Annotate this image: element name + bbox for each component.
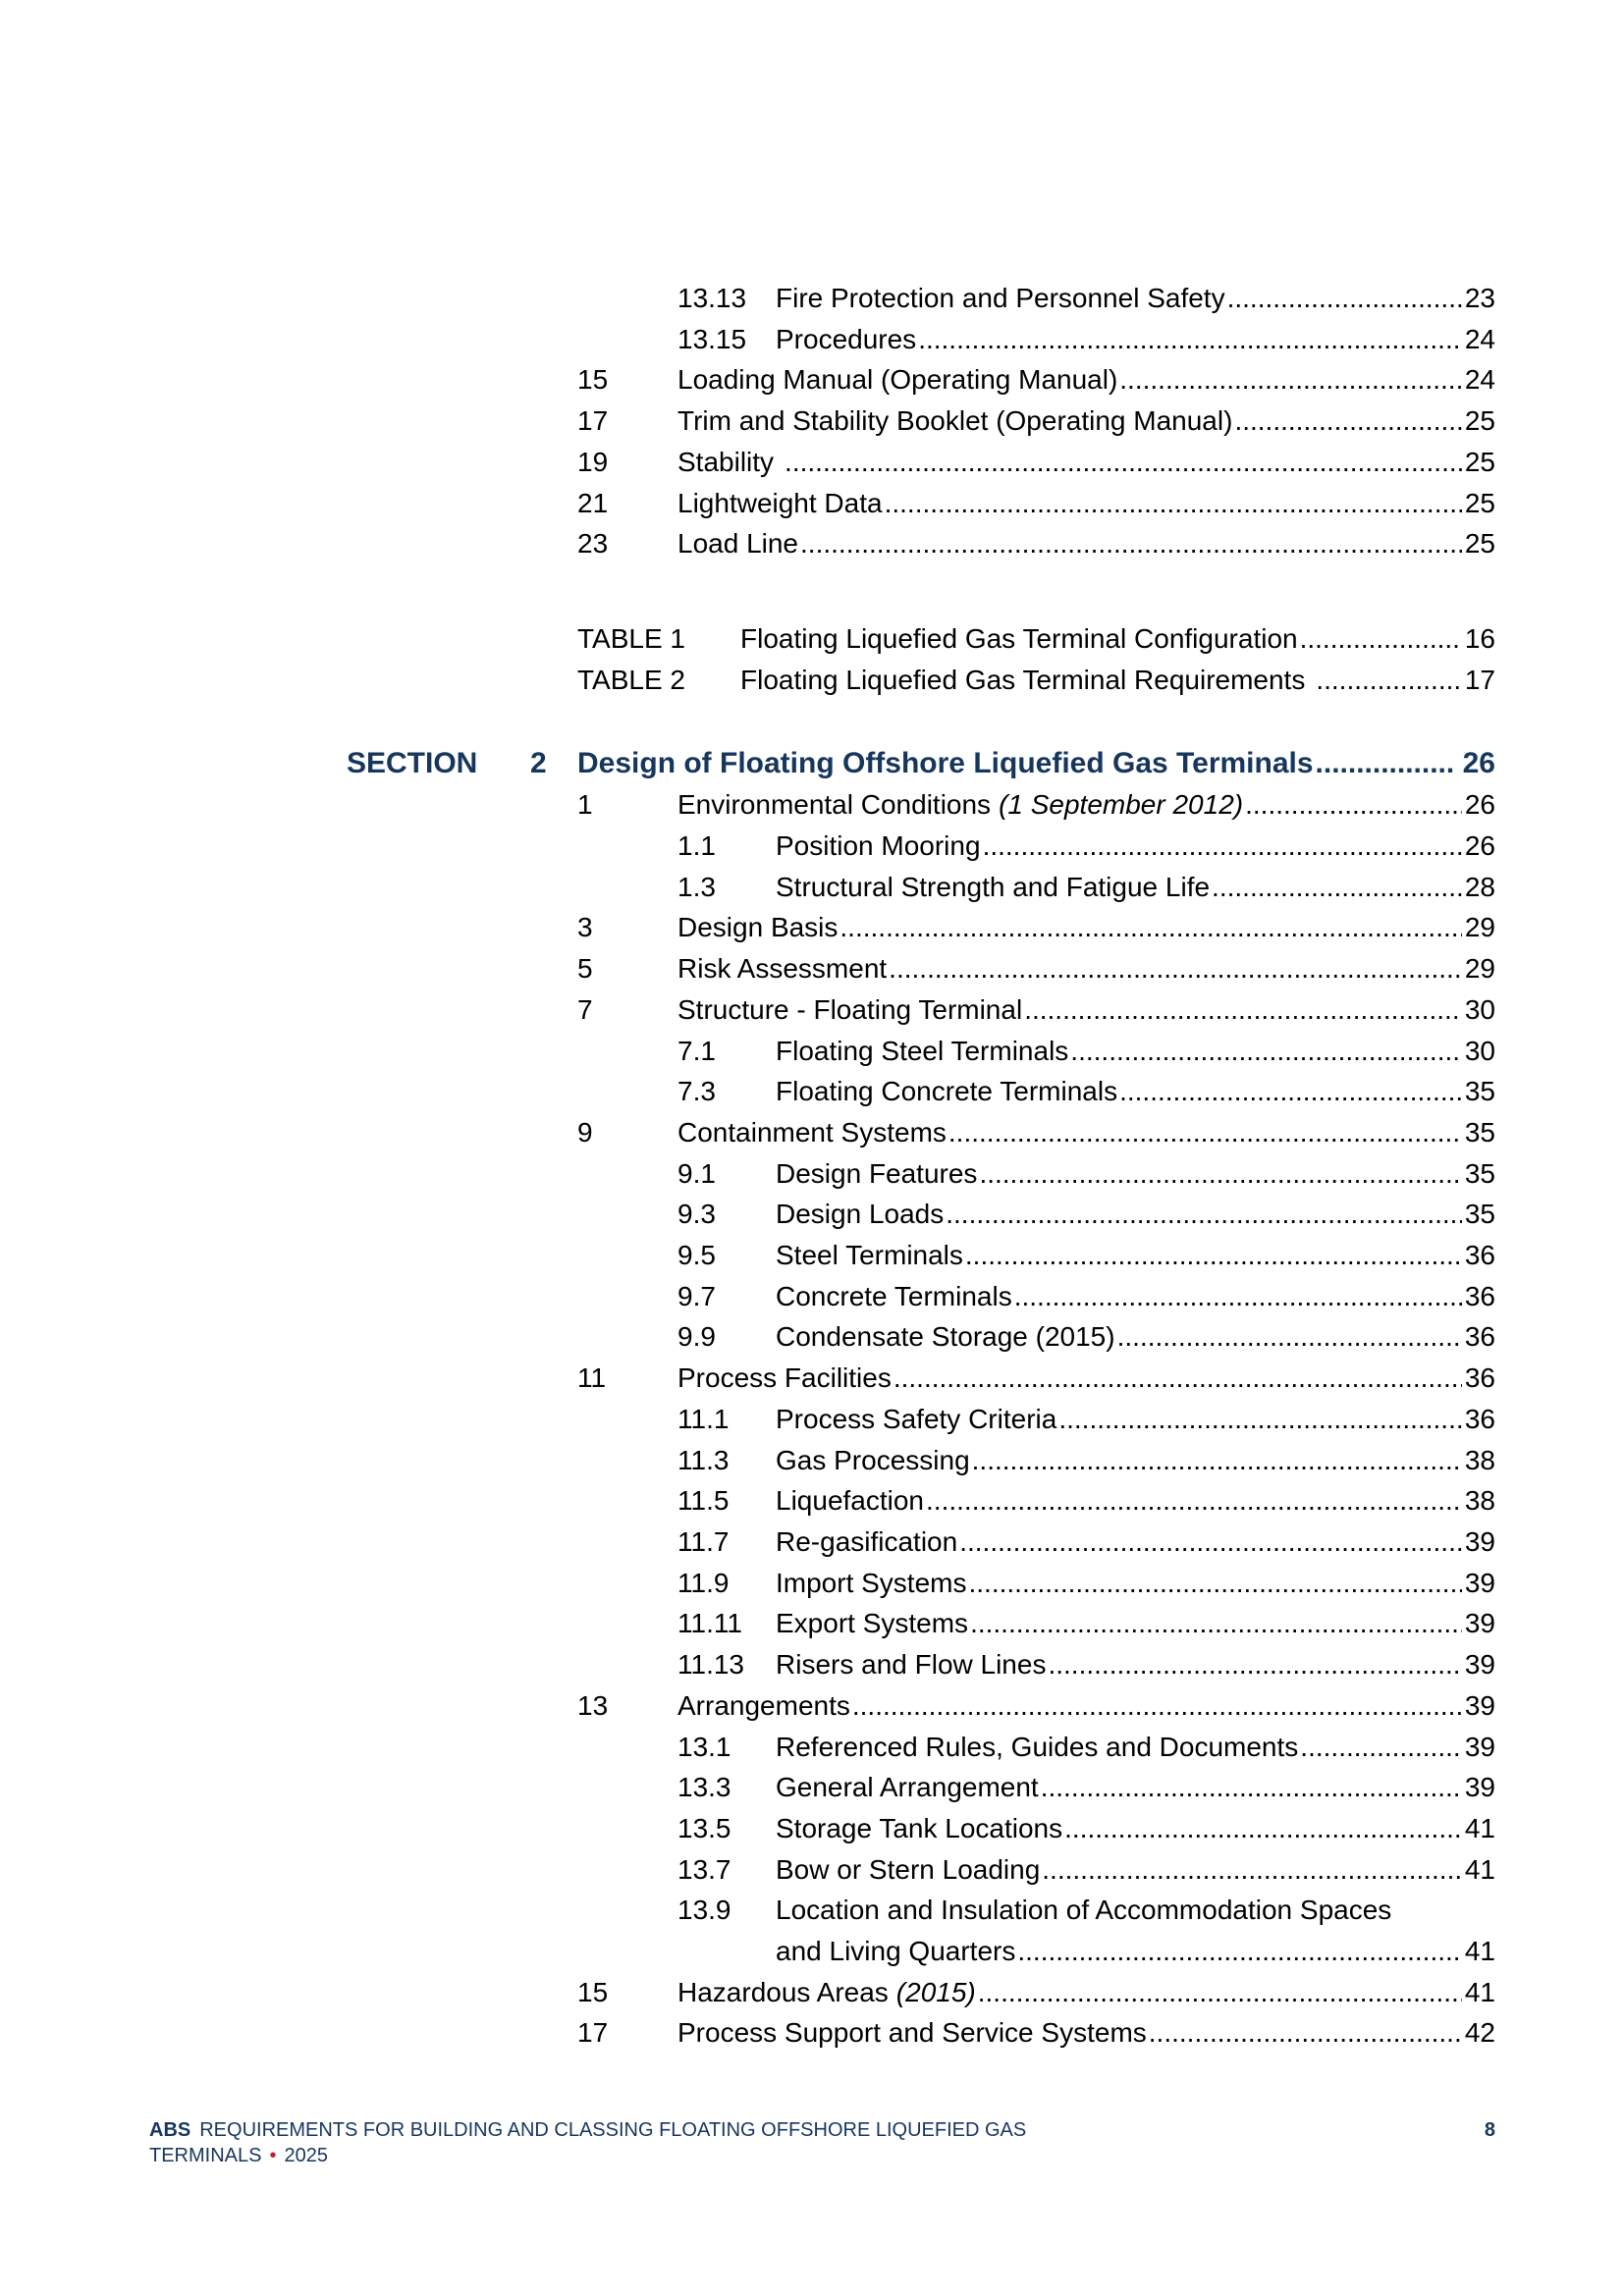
toc-entry[interactable] — [577, 1031, 1495, 1072]
toc-entry-title: Referenced Rules, Guides and Documents — [776, 1731, 1299, 1762]
toc-entry[interactable] — [577, 948, 1495, 989]
toc-entry-title: Import Systems — [776, 1567, 967, 1598]
toc-entry-text — [677, 523, 1495, 564]
toc-entry-title: Risers and Flow Lines — [776, 1649, 1047, 1681]
toc-entry-text — [776, 1440, 1495, 1481]
toc-entry[interactable] — [577, 1480, 1495, 1522]
toc-entry-number: 17 — [577, 405, 609, 437]
dot-leader — [1024, 989, 1462, 1031]
toc-entry[interactable] — [577, 359, 1495, 400]
toc-entry-page: 16 — [1464, 622, 1495, 654]
toc-entry-page: 35 — [1464, 1199, 1495, 1230]
toc-continued-list — [577, 278, 1495, 564]
toc-entry-text — [776, 319, 1495, 360]
toc-entry-text — [776, 867, 1495, 908]
toc-entry-title: Design Features — [776, 1157, 978, 1189]
toc-entry-number: 11.7 — [677, 1525, 730, 1557]
toc-entry[interactable] — [577, 1890, 1495, 1971]
dot-leader — [800, 523, 1462, 564]
dot-leader — [1316, 660, 1462, 701]
toc-entry-page: 42 — [1464, 2017, 1495, 2049]
toc-entry-text — [776, 1808, 1495, 1849]
toc-entry-text — [740, 660, 1495, 701]
toc-entry-text — [677, 948, 1495, 989]
toc-entry-text — [776, 278, 1495, 319]
toc-entry-page: 41 — [1464, 1812, 1495, 1843]
toc-entry-page: 25 — [1464, 446, 1495, 477]
toc-entry[interactable] — [577, 907, 1495, 948]
toc-entry-number: 9.9 — [677, 1321, 716, 1353]
toc-entry-text — [776, 1849, 1495, 1891]
toc-entry-number: 13.13 — [677, 283, 747, 313]
toc-entry-page: 26 — [1464, 830, 1495, 862]
footer-text — [149, 2117, 1485, 2168]
toc-entry-text — [677, 1685, 1495, 1727]
toc-entry-number: 21 — [577, 487, 609, 518]
toc-entry-page: 30 — [1464, 1035, 1495, 1066]
toc-entry-number: 7 — [577, 993, 593, 1025]
page-footer — [149, 2117, 1495, 2168]
toc-entry-title: Storage Tank Locations — [776, 1812, 1063, 1843]
toc-entry-text — [677, 2012, 1495, 2054]
toc-entry-title: Bow or Stern Loading — [776, 1853, 1041, 1885]
toc-entry-title: Hazardous Areas — [677, 1976, 889, 2007]
toc-entry-title: Concrete Terminals — [776, 1280, 1012, 1311]
toc-entry-page: 24 — [1464, 323, 1495, 354]
toc-entry[interactable] — [577, 400, 1495, 442]
table-entry[interactable] — [577, 618, 1495, 660]
dot-leader — [1227, 278, 1462, 319]
toc-entry-page: 36 — [1464, 1321, 1495, 1353]
toc-entry-text — [677, 1112, 1495, 1153]
toc-entry-number: 15 — [577, 364, 609, 396]
toc-entry-page: 30 — [1464, 993, 1495, 1025]
toc-entry-page: 41 — [1464, 1976, 1495, 2007]
toc-entry-title: General Arrangement — [776, 1772, 1039, 1803]
toc-entry-number: 9.1 — [677, 1157, 716, 1189]
toc-entry-text — [776, 1399, 1495, 1440]
toc-entry-title: Lightweight Data — [677, 487, 883, 518]
toc-entry-text — [776, 1276, 1495, 1317]
toc-entry-title: Re-gasification — [776, 1525, 958, 1557]
toc-entry-number: 13.15 — [677, 323, 747, 354]
table-entry-label: TABLE 1 — [577, 622, 685, 654]
toc-entry-number: 13.5 — [677, 1812, 731, 1843]
toc-entry-title: Risk Assessment — [677, 953, 888, 985]
dot-leader — [948, 1112, 1462, 1153]
toc-entry-title: Loading Manual (Operating Manual) — [677, 364, 1118, 396]
dot-leader — [1014, 1276, 1462, 1317]
toc-entry[interactable] — [577, 826, 1495, 867]
toc-tables-list — [577, 618, 1495, 700]
toc-entry[interactable] — [577, 1399, 1495, 1440]
section-heading[interactable] — [347, 743, 1495, 784]
toc-entry-number: 11.9 — [677, 1567, 730, 1598]
toc-entry-page: 25 — [1464, 405, 1495, 437]
toc-entry-page: 24 — [1464, 364, 1495, 396]
toc-entry[interactable] — [577, 1644, 1495, 1685]
toc-entry-page: 41 — [1464, 1853, 1495, 1885]
toc-entry-number: 1.3 — [677, 871, 716, 902]
toc-entry-text — [677, 1972, 1495, 2013]
toc-entry-title: Environmental Conditions — [677, 789, 992, 821]
dot-leader — [889, 948, 1462, 989]
toc-entry-text — [677, 989, 1495, 1031]
dot-leader — [1042, 1849, 1462, 1891]
toc-entry-page: 29 — [1464, 912, 1495, 943]
toc-entry-page: 39 — [1464, 1689, 1495, 1721]
toc-entry-number: 5 — [577, 953, 593, 985]
toc-entry-page: 39 — [1464, 1731, 1495, 1762]
toc-entry-text — [776, 1890, 1495, 1971]
toc-entry-text — [776, 1153, 1495, 1195]
dot-leader — [1149, 2012, 1462, 2054]
toc-entry-text — [776, 1563, 1495, 1604]
toc-entry-text — [776, 1194, 1495, 1235]
toc-entry-number: 13 — [577, 1689, 609, 1721]
footer-brand: ABS — [149, 2119, 191, 2141]
toc-entry-title: Condensate Storage (2015) — [776, 1321, 1115, 1353]
toc-entry-text — [677, 483, 1495, 524]
toc-entry-text — [776, 1767, 1495, 1808]
toc-entry-number: 13.7 — [677, 1853, 731, 1885]
toc-entry-text — [740, 618, 1495, 660]
toc-entry-title: Steel Terminals — [776, 1240, 963, 1271]
dot-leader — [1245, 784, 1462, 826]
toc-entry-page: 29 — [1464, 953, 1495, 985]
toc-entry-title: Process Support and Service Systems — [677, 2017, 1147, 2049]
toc-entry-number: 11.1 — [677, 1403, 730, 1434]
toc-entry-text — [776, 1603, 1495, 1644]
dot-leader — [918, 319, 1462, 360]
toc-entry-title: Floating Liquefied Gas Terminal Requirements — [740, 664, 1306, 695]
toc-entry[interactable] — [577, 1563, 1495, 1604]
dot-leader — [1212, 867, 1462, 908]
toc-entry-title: Procedures — [776, 323, 917, 354]
toc-entry-page: 38 — [1464, 1485, 1495, 1517]
dot-leader — [1064, 1808, 1462, 1849]
dot-leader — [978, 1972, 1462, 2013]
dot-leader — [983, 826, 1462, 867]
toc-entry-title: Position Mooring — [776, 830, 981, 862]
footer-title-part1: REQUIREMENTS FOR BUILDING AND CLASSING FLOATING OFFSHORE LIQUEFIED GAS — [199, 2119, 1027, 2141]
toc-entry-title: Floating Steel Terminals — [776, 1035, 1069, 1066]
toc-entry-title: Trim and Stability Booklet (Operating Manual) — [677, 405, 1233, 437]
dot-leader — [1234, 400, 1461, 442]
toc-entry-title-continued: and Living Quarters — [776, 1936, 1016, 1967]
footer-year: 2025 — [284, 2145, 328, 2166]
toc-entry[interactable] — [577, 1071, 1495, 1112]
toc-entry-page: 35 — [1464, 1116, 1495, 1148]
toc-entry-number: 3 — [577, 912, 593, 943]
dot-leader — [965, 1235, 1462, 1276]
toc-entry[interactable] — [577, 1972, 1495, 2013]
toc-entry-number: 13.9 — [677, 1895, 731, 1926]
toc-entry-title: Load Line — [677, 528, 799, 560]
toc-entry-page: 23 — [1464, 283, 1495, 313]
toc-entry-title: Design Loads — [776, 1199, 945, 1230]
toc-entry-number: 11.13 — [677, 1649, 744, 1681]
toc-entry-text — [677, 1358, 1495, 1399]
toc-entry[interactable] — [577, 1685, 1495, 1727]
toc-entry-number: 13.1 — [677, 1731, 731, 1762]
toc-entry[interactable] — [577, 1235, 1495, 1276]
toc-entry-title: Process Facilities — [677, 1362, 892, 1394]
dot-leader — [1119, 359, 1462, 400]
toc-entry-number: 11.3 — [677, 1444, 730, 1475]
toc-entry-title: Arrangements — [677, 1689, 850, 1721]
toc-entry[interactable] — [577, 278, 1495, 319]
toc-entry-number: 7.1 — [677, 1035, 716, 1066]
dot-leader — [1119, 1071, 1462, 1112]
dot-leader — [785, 442, 1462, 483]
section-heading-entry — [577, 743, 1495, 784]
dot-leader — [959, 1522, 1462, 1563]
dot-leader — [1058, 1399, 1462, 1440]
toc-entry-page: 39 — [1464, 1772, 1495, 1803]
toc-entry-title: Design Basis — [677, 912, 839, 943]
dot-leader — [1070, 1031, 1462, 1072]
toc-entry-number: 23 — [577, 528, 609, 560]
toc-entry-number: 9.3 — [677, 1199, 716, 1230]
toc-entry[interactable] — [577, 483, 1495, 524]
toc-entry-title: Location and Insulation of Accommodation Spaces — [776, 1895, 1392, 1926]
toc-entry-title: Structural Strength and Fatigue Life — [776, 871, 1211, 902]
toc-entry-number: 9.5 — [677, 1240, 716, 1271]
toc-entry-title: Floating Concrete Terminals — [776, 1076, 1118, 1107]
toc-entry-title: Fire Protection and Personnel Safety — [776, 283, 1225, 313]
dot-leader — [970, 1603, 1462, 1644]
toc-entry-text — [677, 442, 1495, 483]
toc-entry[interactable] — [577, 784, 1495, 826]
toc-entry-title-italic: (2015) — [895, 1976, 976, 2007]
toc-entry-text — [776, 1071, 1495, 1112]
toc-entry[interactable] — [577, 1603, 1495, 1644]
toc-section2-list — [577, 784, 1495, 2054]
toc-entry-number: 11.11 — [677, 1608, 742, 1639]
toc-entry-number: 9.7 — [677, 1280, 716, 1311]
toc-entry-title-italic: (1 September 2012) — [999, 789, 1244, 821]
section-page-number: 26 — [1462, 747, 1495, 780]
toc-entry-title: Export Systems — [776, 1608, 969, 1639]
dot-leader — [893, 1358, 1462, 1399]
toc-entry-page: 35 — [1464, 1076, 1495, 1107]
toc-entry-text — [776, 1522, 1495, 1563]
toc-entry-page: 39 — [1464, 1525, 1495, 1557]
toc-entry-text — [677, 359, 1495, 400]
toc-entry[interactable] — [577, 1276, 1495, 1317]
dot-leader — [1117, 1316, 1462, 1358]
toc-entry[interactable] — [577, 319, 1495, 360]
footer-title-part2: TERMINALS — [149, 2145, 262, 2166]
toc-entry-text — [776, 1316, 1495, 1358]
dot-leader — [1316, 743, 1453, 784]
toc-entry-page: 17 — [1464, 664, 1495, 695]
toc-entry[interactable] — [577, 1849, 1495, 1891]
toc-entry-number: 1.1 — [677, 830, 716, 862]
toc-entry-page: 38 — [1464, 1444, 1495, 1475]
toc-entry[interactable] — [577, 1808, 1495, 1849]
toc-entry[interactable] — [577, 989, 1495, 1031]
toc-entry[interactable] — [577, 1316, 1495, 1358]
toc-entry-text — [776, 1235, 1495, 1276]
dot-leader — [1300, 618, 1462, 660]
toc-entry-page: 35 — [1464, 1157, 1495, 1189]
toc-entry-title: Floating Liquefied Gas Terminal Configuration — [740, 622, 1298, 654]
toc-entry[interactable] — [577, 1358, 1495, 1399]
toc-entry[interactable] — [577, 1112, 1495, 1153]
toc-entry[interactable] — [577, 523, 1495, 564]
toc-entry-title: Containment Systems — [677, 1116, 947, 1148]
footer-line1 — [149, 2117, 1485, 2143]
toc-entry[interactable] — [577, 867, 1495, 908]
toc-entry[interactable] — [577, 1440, 1495, 1481]
toc-entry-number: 13.3 — [677, 1772, 731, 1803]
toc-entry[interactable] — [577, 1727, 1495, 1768]
toc-entry-page: 39 — [1464, 1649, 1495, 1681]
toc-entry-title: Process Safety Criteria — [776, 1403, 1057, 1434]
dot-leader — [885, 483, 1462, 524]
toc-entry-page: 25 — [1464, 487, 1495, 518]
dot-leader — [926, 1480, 1462, 1522]
toc-entry-number: 11.5 — [677, 1485, 730, 1517]
toc-entry[interactable] — [577, 1522, 1495, 1563]
toc-entry-page: 28 — [1464, 871, 1495, 902]
toc-entry-number: 17 — [577, 2017, 609, 2049]
bullet-separator-icon: • — [269, 2145, 277, 2166]
toc-entry-page: 36 — [1464, 1403, 1495, 1434]
toc-entry-text — [677, 400, 1495, 442]
dot-leader — [1041, 1767, 1462, 1808]
dot-leader — [839, 907, 1461, 948]
toc-entry-number: 9 — [577, 1116, 593, 1148]
toc-entry-page: 41 — [1464, 1936, 1495, 1967]
dot-leader — [1300, 1727, 1462, 1768]
toc-entry[interactable] — [577, 1153, 1495, 1195]
dot-leader — [946, 1194, 1462, 1235]
toc-entry-text — [776, 1727, 1495, 1768]
toc-entry-title: Liquefaction — [776, 1485, 925, 1517]
footer-page-number: 8 — [1484, 2119, 1495, 2141]
toc-entry[interactable] — [577, 1194, 1495, 1235]
toc-entry-page: 39 — [1464, 1567, 1495, 1598]
toc-entry-page: 26 — [1464, 789, 1495, 821]
toc-entry-page: 36 — [1464, 1362, 1495, 1394]
section-label: SECTION — [347, 747, 478, 780]
toc-entry-page: 39 — [1464, 1608, 1495, 1639]
section-title: Design of Floating Offshore Liquefied Gas Terminals — [577, 747, 1314, 780]
toc-entry-text — [677, 907, 1495, 948]
toc-entry-number: 1 — [577, 789, 593, 821]
toc-entry[interactable] — [577, 442, 1495, 483]
dot-leader — [852, 1685, 1462, 1727]
dot-leader — [972, 1440, 1462, 1481]
toc-entry-page: 36 — [1464, 1240, 1495, 1271]
toc-entry[interactable] — [577, 2012, 1495, 2054]
toc-entry-number: 7.3 — [677, 1076, 716, 1107]
toc-entry-text — [776, 1480, 1495, 1522]
table-entry-label: TABLE 2 — [577, 664, 685, 695]
dot-leader — [968, 1563, 1461, 1604]
footer-line2 — [149, 2143, 1485, 2168]
table-of-contents — [347, 278, 1495, 2054]
toc-entry-title: Gas Processing — [776, 1444, 970, 1475]
section-number: 2 — [530, 747, 547, 780]
dot-leader — [1048, 1644, 1461, 1685]
toc-entry-page: 36 — [1464, 1280, 1495, 1311]
toc-entry-text — [776, 826, 1495, 867]
toc-entry-page: 25 — [1464, 528, 1495, 560]
toc-entry[interactable] — [577, 1767, 1495, 1808]
toc-entry-text — [776, 1031, 1495, 1072]
toc-entry-title: Stability — [677, 446, 775, 477]
dot-leader — [979, 1153, 1461, 1195]
toc-entry-number: 15 — [577, 1976, 609, 2007]
table-entry[interactable] — [577, 660, 1495, 701]
toc-entry-number: 11 — [577, 1362, 607, 1394]
toc-entry-text — [677, 784, 1495, 826]
toc-entry-number: 19 — [577, 446, 609, 477]
toc-entry-title: Structure - Floating Terminal — [677, 993, 1023, 1025]
dot-leader — [1017, 1931, 1461, 1972]
toc-entry-text — [776, 1644, 1495, 1685]
